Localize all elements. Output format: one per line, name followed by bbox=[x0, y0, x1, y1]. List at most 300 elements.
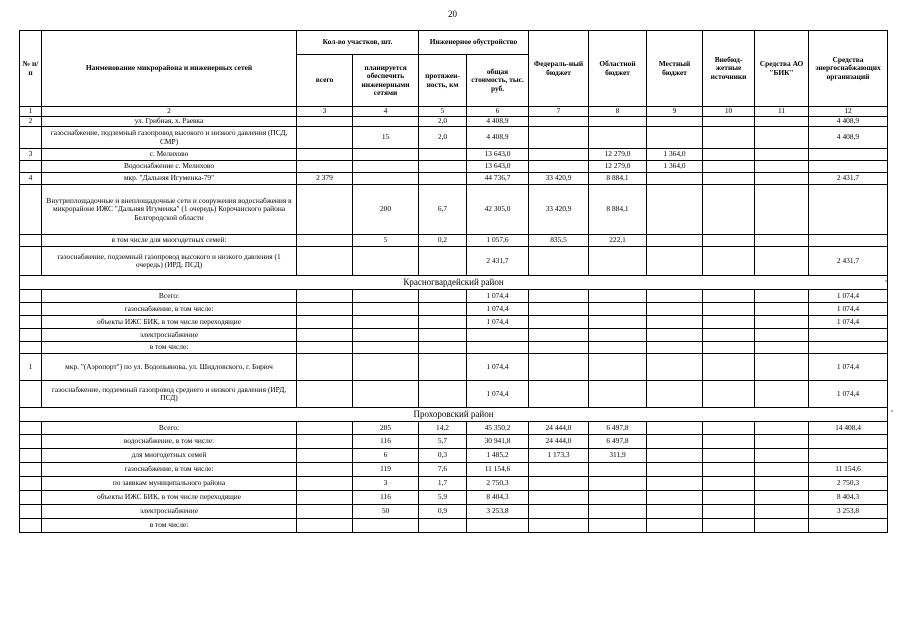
regional-budget: 6 497,8 bbox=[589, 422, 647, 435]
bik-funds bbox=[755, 435, 809, 449]
row-num bbox=[20, 127, 42, 149]
bik-funds bbox=[755, 422, 809, 435]
bik-funds bbox=[755, 185, 809, 235]
eng-length bbox=[419, 173, 467, 185]
plots-total bbox=[297, 117, 353, 127]
header-local: Местный бюджет bbox=[647, 31, 703, 107]
plots-planned bbox=[353, 149, 419, 161]
plots-planned bbox=[353, 247, 419, 276]
bik-funds bbox=[755, 519, 809, 533]
regional-budget bbox=[589, 247, 647, 276]
regional-budget bbox=[589, 316, 647, 329]
local-budget bbox=[647, 422, 703, 435]
federal-budget bbox=[529, 342, 589, 354]
column-number: 6 bbox=[467, 107, 529, 117]
extra-budget bbox=[703, 505, 755, 519]
eng-cost: 1 074,4 bbox=[467, 354, 529, 381]
column-number: 12 bbox=[809, 107, 888, 117]
plots-total bbox=[297, 449, 353, 463]
table-row bbox=[20, 247, 888, 276]
local-budget bbox=[647, 117, 703, 127]
row-num bbox=[20, 463, 42, 477]
energy-funds: 3 253,8 bbox=[809, 505, 888, 519]
table-row bbox=[20, 117, 888, 127]
row-name: Внутриплощадочные и внеплощадочные сети и сооружения водоснабжения в микрорайоне ИЖС "Дальняя Игуменка" (1 очередь) Корочанского района Белгородской области bbox=[42, 185, 297, 235]
eng-cost: 45 350,2 bbox=[467, 422, 529, 435]
row-name: водоснабжение, в том числе: bbox=[42, 435, 297, 449]
eng-cost: 1 485,2 bbox=[467, 449, 529, 463]
plots-total bbox=[297, 149, 353, 161]
plots-planned: 285 bbox=[353, 422, 419, 435]
eng-cost: 3 253,8 bbox=[467, 505, 529, 519]
eng-length bbox=[419, 342, 467, 354]
row-name: мкр. "(Аэропорт") по ул. Водопьянова, ул. Шидловского, г. Бирюч bbox=[42, 354, 297, 381]
energy-funds bbox=[809, 161, 888, 173]
energy-funds: 2 750,3 bbox=[809, 477, 888, 491]
header-eng-group: Инженерное обустройство bbox=[419, 31, 529, 55]
plots-total bbox=[297, 477, 353, 491]
plots-total bbox=[297, 290, 353, 303]
column-number: 4 bbox=[353, 107, 419, 117]
row-num bbox=[20, 316, 42, 329]
energy-funds: 2 431,7 bbox=[809, 173, 888, 185]
eng-cost: 2 431,7 bbox=[467, 247, 529, 276]
eng-length: 0,9 bbox=[419, 505, 467, 519]
table-row bbox=[20, 290, 888, 303]
extra-budget bbox=[703, 149, 755, 161]
energy-funds: 1 074,4 bbox=[809, 354, 888, 381]
bik-funds bbox=[755, 491, 809, 505]
scan-speck bbox=[885, 280, 887, 282]
eng-length: 0,2 bbox=[419, 235, 467, 247]
eng-cost: 4 408,9 bbox=[467, 117, 529, 127]
energy-funds: 1 074,4 bbox=[809, 290, 888, 303]
eng-cost bbox=[467, 329, 529, 342]
local-budget bbox=[647, 185, 703, 235]
bik-funds bbox=[755, 247, 809, 276]
row-num: 1 bbox=[20, 354, 42, 381]
regional-budget: 12 279,0 bbox=[589, 161, 647, 173]
plots-planned bbox=[353, 381, 419, 408]
energy-funds bbox=[809, 185, 888, 235]
bik-funds bbox=[755, 342, 809, 354]
row-num bbox=[20, 290, 42, 303]
row-num bbox=[20, 235, 42, 247]
extra-budget bbox=[703, 422, 755, 435]
plots-total bbox=[297, 235, 353, 247]
table-row bbox=[20, 354, 888, 381]
energy-funds bbox=[809, 149, 888, 161]
eng-length bbox=[419, 381, 467, 408]
energy-funds bbox=[809, 329, 888, 342]
extra-budget bbox=[703, 519, 755, 533]
row-num: 2 bbox=[20, 117, 42, 127]
row-name: ул. Грибная, х. Раевка bbox=[42, 117, 297, 127]
scan-speck bbox=[891, 410, 893, 412]
table-row bbox=[20, 303, 888, 316]
section-title: Прохоровский район bbox=[20, 408, 888, 422]
bik-funds bbox=[755, 149, 809, 161]
plots-planned bbox=[353, 117, 419, 127]
extra-budget bbox=[703, 463, 755, 477]
extra-budget bbox=[703, 173, 755, 185]
bik-funds bbox=[755, 290, 809, 303]
row-num bbox=[20, 519, 42, 533]
table-row bbox=[20, 505, 888, 519]
row-num bbox=[20, 303, 42, 316]
local-budget bbox=[647, 329, 703, 342]
row-name: по заявкам муниципального района bbox=[42, 477, 297, 491]
header-num: № п/п bbox=[20, 31, 42, 107]
plots-total bbox=[297, 463, 353, 477]
table-row bbox=[20, 435, 888, 449]
local-budget bbox=[647, 173, 703, 185]
eng-length: 0,3 bbox=[419, 449, 467, 463]
federal-budget: 33 420,9 bbox=[529, 173, 589, 185]
eng-cost: 42 305,0 bbox=[467, 185, 529, 235]
regional-budget bbox=[589, 127, 647, 149]
row-name: Водоснабжение с. Мелихово bbox=[42, 161, 297, 173]
bik-funds bbox=[755, 381, 809, 408]
column-number: 8 bbox=[589, 107, 647, 117]
bik-funds bbox=[755, 354, 809, 381]
regional-budget: 12 279,0 bbox=[589, 149, 647, 161]
row-name: в том числе: bbox=[42, 342, 297, 354]
plots-planned: 15 bbox=[353, 127, 419, 149]
eng-length bbox=[419, 519, 467, 533]
plots-total bbox=[297, 247, 353, 276]
local-budget bbox=[647, 491, 703, 505]
eng-cost: 13 643,0 bbox=[467, 161, 529, 173]
local-budget bbox=[647, 342, 703, 354]
federal-budget bbox=[529, 477, 589, 491]
energy-funds: 1 074,4 bbox=[809, 381, 888, 408]
local-budget bbox=[647, 290, 703, 303]
eng-cost: 8 404,3 bbox=[467, 491, 529, 505]
eng-length bbox=[419, 316, 467, 329]
federal-budget bbox=[529, 381, 589, 408]
table-row bbox=[20, 316, 888, 329]
header-federal: Федераль-ный бюджет bbox=[529, 31, 589, 107]
regional-budget: 8 884,1 bbox=[589, 185, 647, 235]
bik-funds bbox=[755, 449, 809, 463]
bik-funds bbox=[755, 505, 809, 519]
eng-cost: 2 750,3 bbox=[467, 477, 529, 491]
eng-length: 2,0 bbox=[419, 127, 467, 149]
local-budget bbox=[647, 519, 703, 533]
bik-funds bbox=[755, 117, 809, 127]
eng-length: 2,0 bbox=[419, 117, 467, 127]
header-name: Наименование микрорайона и инженерных сетей bbox=[42, 31, 297, 107]
row-num bbox=[20, 381, 42, 408]
plots-planned bbox=[353, 342, 419, 354]
eng-length: 6,7 bbox=[419, 185, 467, 235]
table-row bbox=[20, 449, 888, 463]
federal-budget bbox=[529, 161, 589, 173]
table-row bbox=[20, 161, 888, 173]
federal-budget bbox=[529, 117, 589, 127]
local-budget bbox=[647, 247, 703, 276]
eng-length: 14,2 bbox=[419, 422, 467, 435]
row-num bbox=[20, 477, 42, 491]
federal-budget bbox=[529, 505, 589, 519]
energy-funds: 1 074,4 bbox=[809, 316, 888, 329]
row-name: газоснабжение, подземный газопровод высокого и низкого давления (ПСД, СМР) bbox=[42, 127, 297, 149]
extra-budget bbox=[703, 117, 755, 127]
section-title: Красногвардейский район bbox=[20, 276, 888, 290]
row-name: объекты ИЖС БИК, в том числе переходящие bbox=[42, 491, 297, 505]
plots-planned bbox=[353, 329, 419, 342]
row-name: газоснабжение, в том числе: bbox=[42, 463, 297, 477]
local-budget: 1 364,0 bbox=[647, 149, 703, 161]
eng-length: 5,7 bbox=[419, 435, 467, 449]
eng-cost: 1 074,4 bbox=[467, 303, 529, 316]
federal-budget bbox=[529, 463, 589, 477]
row-num bbox=[20, 329, 42, 342]
local-budget bbox=[647, 381, 703, 408]
column-number: 11 bbox=[755, 107, 809, 117]
header-regional: Областной бюджет bbox=[589, 31, 647, 107]
federal-budget bbox=[529, 329, 589, 342]
row-name: электроснабжение bbox=[42, 505, 297, 519]
energy-funds: 4 408,9 bbox=[809, 117, 888, 127]
extra-budget bbox=[703, 316, 755, 329]
extra-budget bbox=[703, 354, 755, 381]
column-number: 3 bbox=[297, 107, 353, 117]
bik-funds bbox=[755, 127, 809, 149]
plots-planned: 5 bbox=[353, 235, 419, 247]
plots-planned bbox=[353, 316, 419, 329]
row-num bbox=[20, 185, 42, 235]
bik-funds bbox=[755, 477, 809, 491]
extra-budget bbox=[703, 127, 755, 149]
plots-planned: 200 bbox=[353, 185, 419, 235]
extra-budget bbox=[703, 477, 755, 491]
header-eng-length: протяжен-ность, км bbox=[419, 55, 467, 107]
row-num: 3 bbox=[20, 149, 42, 161]
eng-cost bbox=[467, 519, 529, 533]
row-name: в том числе: bbox=[42, 519, 297, 533]
energy-funds bbox=[809, 519, 888, 533]
header-energy: Средства энергоснабжающих организаций bbox=[809, 31, 888, 107]
table-row bbox=[20, 463, 888, 477]
eng-cost: 1 057,6 bbox=[467, 235, 529, 247]
row-num bbox=[20, 342, 42, 354]
plots-total bbox=[297, 342, 353, 354]
federal-budget bbox=[529, 519, 589, 533]
regional-budget bbox=[589, 505, 647, 519]
header-plots-group: Кол-во участков, шт. bbox=[297, 31, 419, 55]
local-budget bbox=[647, 127, 703, 149]
local-budget: 1 364,0 bbox=[647, 161, 703, 173]
extra-budget bbox=[703, 161, 755, 173]
eng-cost: 1 074,4 bbox=[467, 381, 529, 408]
extra-budget bbox=[703, 303, 755, 316]
regional-budget bbox=[589, 329, 647, 342]
plots-planned bbox=[353, 173, 419, 185]
section-header-row bbox=[20, 276, 888, 290]
regional-budget bbox=[589, 290, 647, 303]
energy-funds bbox=[809, 449, 888, 463]
local-budget bbox=[647, 235, 703, 247]
local-budget bbox=[647, 477, 703, 491]
plots-planned bbox=[353, 519, 419, 533]
regional-budget bbox=[589, 463, 647, 477]
federal-budget bbox=[529, 247, 589, 276]
table-row bbox=[20, 149, 888, 161]
column-number: 2 bbox=[42, 107, 297, 117]
bik-funds bbox=[755, 316, 809, 329]
extra-budget bbox=[703, 185, 755, 235]
regional-budget bbox=[589, 303, 647, 316]
federal-budget: 835,5 bbox=[529, 235, 589, 247]
extra-budget bbox=[703, 449, 755, 463]
header-extra: Внебюд-жетные источники bbox=[703, 31, 755, 107]
federal-budget bbox=[529, 290, 589, 303]
energy-funds bbox=[809, 435, 888, 449]
table-row bbox=[20, 173, 888, 185]
bik-funds bbox=[755, 161, 809, 173]
row-name: газоснабжение, подземный газопровод среднего и низкого давления (ИРД, ПСД) bbox=[42, 381, 297, 408]
table-row bbox=[20, 342, 888, 354]
eng-length bbox=[419, 149, 467, 161]
bik-funds bbox=[755, 463, 809, 477]
plots-total bbox=[297, 519, 353, 533]
local-budget bbox=[647, 303, 703, 316]
regional-budget bbox=[589, 117, 647, 127]
regional-budget bbox=[589, 381, 647, 408]
eng-length bbox=[419, 290, 467, 303]
plots-total bbox=[297, 316, 353, 329]
row-name: газоснабжение, подземный газопровод высокого и низкого давления (1 очередь) (ИРД, ПСД) bbox=[42, 247, 297, 276]
plots-total bbox=[297, 491, 353, 505]
plots-total bbox=[297, 329, 353, 342]
regional-budget bbox=[589, 477, 647, 491]
extra-budget bbox=[703, 329, 755, 342]
header-bik: Средства АО "БИК" bbox=[755, 31, 809, 107]
extra-budget bbox=[703, 247, 755, 276]
row-num bbox=[20, 422, 42, 435]
federal-budget: 1 173,3 bbox=[529, 449, 589, 463]
regional-budget bbox=[589, 519, 647, 533]
energy-funds: 2 431,7 bbox=[809, 247, 888, 276]
local-budget bbox=[647, 463, 703, 477]
table-row bbox=[20, 381, 888, 408]
local-budget bbox=[647, 505, 703, 519]
table-row bbox=[20, 185, 888, 235]
plots-total bbox=[297, 127, 353, 149]
plots-total bbox=[297, 185, 353, 235]
regional-budget: 8 884,1 bbox=[589, 173, 647, 185]
federal-budget: 24 444,0 bbox=[529, 435, 589, 449]
row-name: в том числе для многодетных семей: bbox=[42, 235, 297, 247]
row-name: для многодетных семей bbox=[42, 449, 297, 463]
row-num bbox=[20, 449, 42, 463]
regional-budget: 311,9 bbox=[589, 449, 647, 463]
table-row bbox=[20, 477, 888, 491]
eng-cost: 4 408,9 bbox=[467, 127, 529, 149]
extra-budget bbox=[703, 235, 755, 247]
energy-funds bbox=[809, 235, 888, 247]
row-num bbox=[20, 247, 42, 276]
row-name: электроснабжение bbox=[42, 329, 297, 342]
federal-budget: 33 420,9 bbox=[529, 185, 589, 235]
table-row bbox=[20, 491, 888, 505]
bik-funds bbox=[755, 173, 809, 185]
eng-cost: 13 643,0 bbox=[467, 149, 529, 161]
federal-budget bbox=[529, 303, 589, 316]
column-number: 9 bbox=[647, 107, 703, 117]
header-plots-planned: планируется обеспечить инженерными сетями bbox=[353, 55, 419, 107]
row-name: мкр. "Дальняя Игуменка-79" bbox=[42, 173, 297, 185]
investment-table bbox=[19, 30, 888, 533]
local-budget bbox=[647, 316, 703, 329]
row-num bbox=[20, 505, 42, 519]
eng-length bbox=[419, 354, 467, 381]
plots-planned: 6 bbox=[353, 449, 419, 463]
table-row bbox=[20, 127, 888, 149]
extra-budget bbox=[703, 342, 755, 354]
row-num bbox=[20, 435, 42, 449]
header-plots-total: всего bbox=[297, 55, 353, 107]
regional-budget: 222,1 bbox=[589, 235, 647, 247]
local-budget bbox=[647, 449, 703, 463]
plots-total bbox=[297, 505, 353, 519]
local-budget bbox=[647, 354, 703, 381]
regional-budget bbox=[589, 491, 647, 505]
federal-budget bbox=[529, 491, 589, 505]
bik-funds bbox=[755, 235, 809, 247]
plots-total bbox=[297, 161, 353, 173]
column-number: 1 bbox=[20, 107, 42, 117]
row-name: с. Мелихово bbox=[42, 149, 297, 161]
regional-budget bbox=[589, 342, 647, 354]
federal-budget bbox=[529, 127, 589, 149]
table-row bbox=[20, 422, 888, 435]
section-header-row bbox=[20, 408, 888, 422]
energy-funds: 8 404,3 bbox=[809, 491, 888, 505]
energy-funds: 11 154,6 bbox=[809, 463, 888, 477]
row-num: 4 bbox=[20, 173, 42, 185]
eng-length: 1,7 bbox=[419, 477, 467, 491]
plots-planned: 119 bbox=[353, 463, 419, 477]
energy-funds bbox=[809, 342, 888, 354]
table-row bbox=[20, 329, 888, 342]
eng-cost: 11 154,6 bbox=[467, 463, 529, 477]
plots-planned: 116 bbox=[353, 491, 419, 505]
plots-planned bbox=[353, 354, 419, 381]
row-name: Всего: bbox=[42, 290, 297, 303]
eng-length: 7,6 bbox=[419, 463, 467, 477]
local-budget bbox=[647, 435, 703, 449]
eng-cost: 1 074,4 bbox=[467, 316, 529, 329]
plots-planned: 3 bbox=[353, 477, 419, 491]
plots-planned: 116 bbox=[353, 435, 419, 449]
table-row bbox=[20, 235, 888, 247]
eng-cost: 30 941,8 bbox=[467, 435, 529, 449]
regional-budget: 6 497,8 bbox=[589, 435, 647, 449]
federal-budget: 24 444,0 bbox=[529, 422, 589, 435]
plots-total bbox=[297, 354, 353, 381]
row-num bbox=[20, 161, 42, 173]
eng-length bbox=[419, 303, 467, 316]
plots-total bbox=[297, 303, 353, 316]
eng-length bbox=[419, 161, 467, 173]
eng-cost bbox=[467, 342, 529, 354]
federal-budget bbox=[529, 316, 589, 329]
federal-budget bbox=[529, 354, 589, 381]
eng-cost: 44 736,7 bbox=[467, 173, 529, 185]
